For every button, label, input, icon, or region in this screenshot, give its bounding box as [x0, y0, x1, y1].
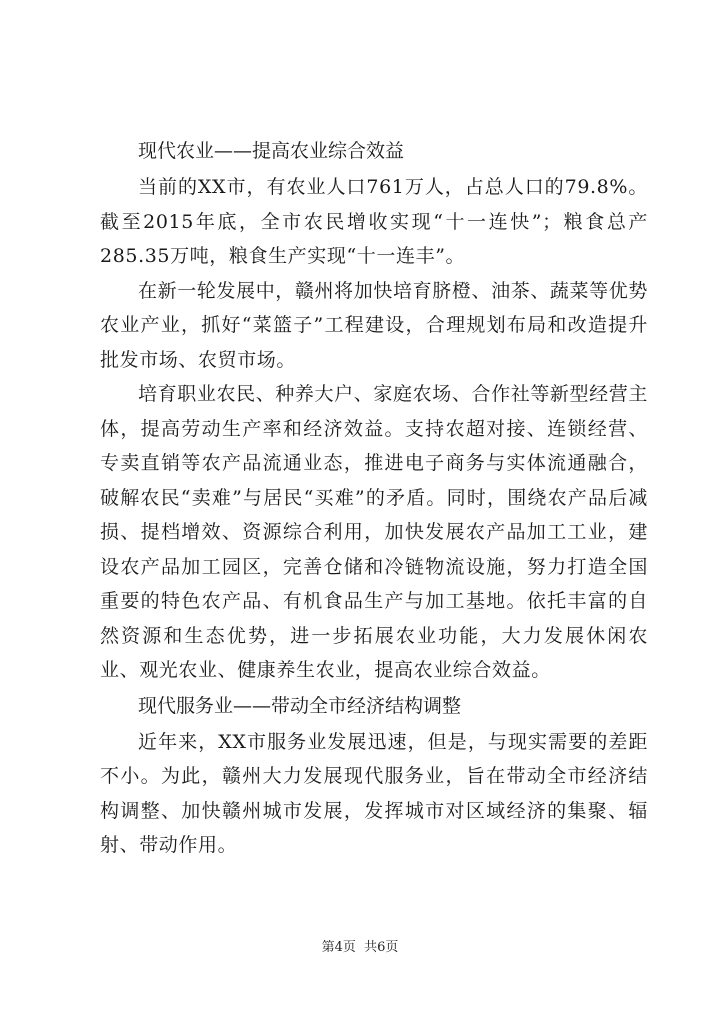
page-total: 共6页 [364, 940, 399, 955]
section-heading-modern-services: 现代服务业——带动全市经济结构调整 [138, 694, 462, 717]
section-heading-modern-agriculture: 现代农业——提高农业综合效益 [138, 140, 405, 162]
paragraph: 培育职业农民、种养大户、家庭农场、合作社等新型经营主体，提高劳动生产率和经济效益。支持农超对接、连锁经营、专卖直销等农产品流通业态，推进电子商务与实体流通融合，破解农民“卖难”与居民“买难”的矛盾。同时，围绕农产品后减损、提档增效、资源综合利用，加快发展农产品加工工业，建设农产品加工园区，完善仓储和冷链物流设施，努力打造全国重要的特色农产品、有机食品生产与加工基地。依托丰富的自然资源和生态优势，进一步拓展农业功能，大力发展休闲农业、观光农业、健康养生农业，提高农业综合效益。 [100, 383, 648, 681]
paragraph: 当前的XX市，有农业人口761万人，占总人口的79.8%。截至2015年底，全市农民增收实现“十一连快”；粮食总产285.35万吨，粮食生产实现“十一连丰”。 [100, 176, 648, 267]
paragraph: 在新一轮发展中，赣州将加快培育脐橙、油茶、蔬菜等优势农业产业，抓好“菜篮子”工程建设，合理规划布局和改造提升批发市场、农贸市场。 [100, 279, 648, 371]
page-number: 第4页 [321, 940, 356, 955]
page-footer [0, 936, 720, 955]
paragraph: 近年来，XX市服务业发展迅速，但是，与现实需要的差距不小。为此，赣州大力发展现代服务业，旨在带动全市经济结构调整、加快赣州城市发展，发挥城市对区域经济的集聚、辐射、带动作用。 [100, 730, 648, 856]
document-body [100, 133, 648, 863]
